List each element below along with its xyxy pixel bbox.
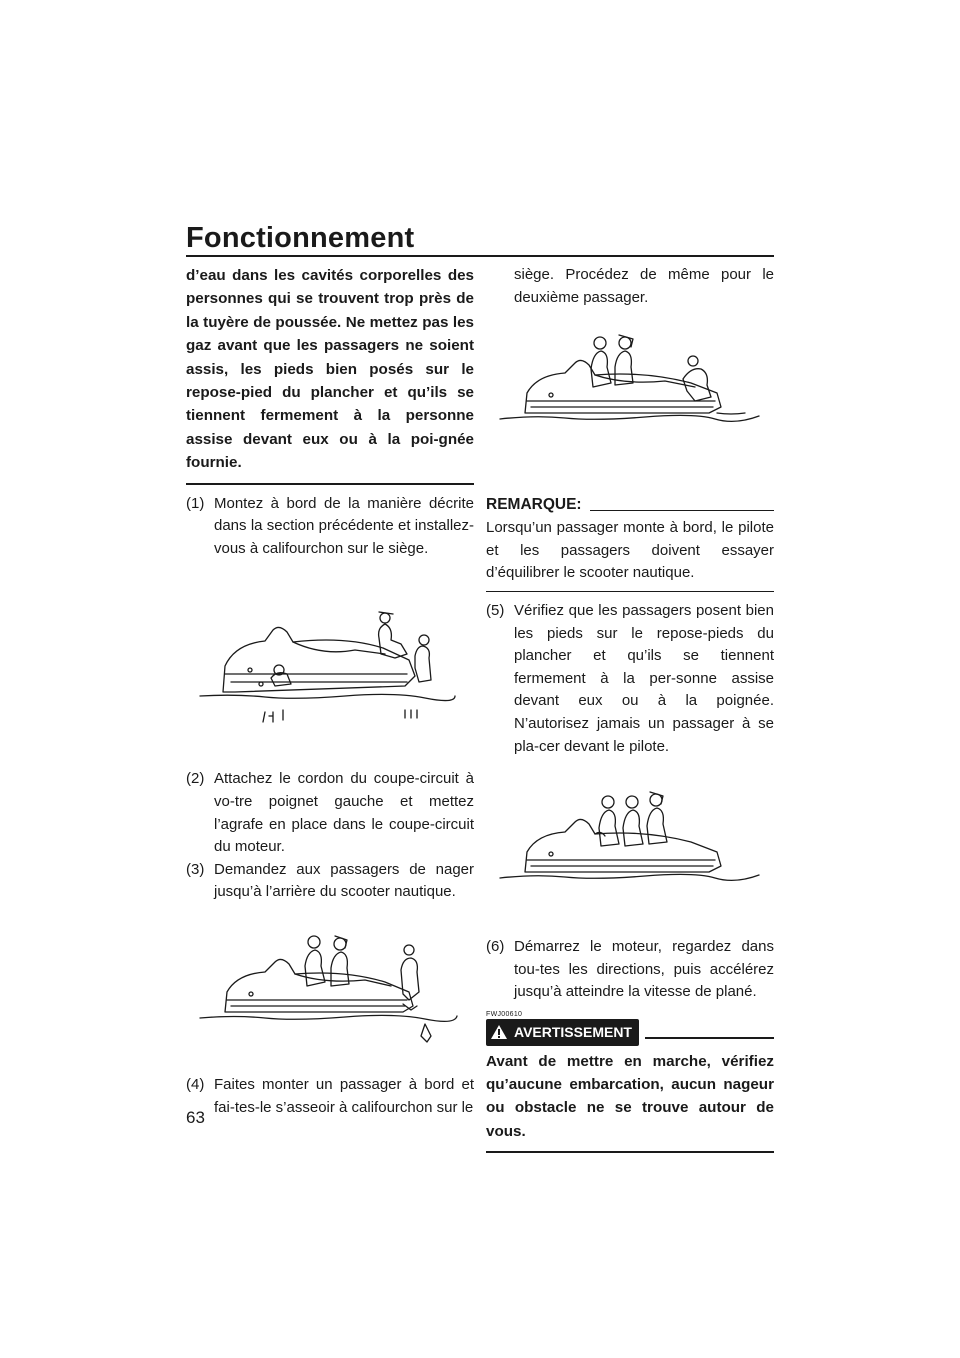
step-number: (5) (486, 601, 505, 619)
note-heading (486, 495, 774, 515)
note-text: Lorsqu’un passager monte à bord, le pilote et les passagers doivent essayer d’équilibrer le scooter nautique. (486, 519, 774, 582)
step-4 (186, 1074, 474, 1119)
page-number: 63 (186, 1108, 205, 1127)
note-end-rule (486, 591, 774, 592)
warning-label: AVERTISSEMENT (514, 1023, 632, 1040)
warning-heading-rule (645, 1037, 774, 1039)
step-5 (486, 600, 774, 758)
illustration-three-riders-seated (495, 786, 765, 916)
note-title: REMARQUE: (486, 496, 582, 514)
step-number: (1) (186, 494, 205, 512)
step-text: Démarrez le moteur, regardez dans tou-tes les directions, puis accélérez jusqu’à atteindre la vitesse de plané. (514, 938, 774, 1001)
step-text: Attachez le cordon du coupe-circuit à vo-tre poignet gauche et mettez l’agrafe en place dans le coupe-circuit du moteur. (214, 770, 474, 856)
illustration-second-passenger-boarding (495, 331, 765, 451)
step-text: Faites monter un passager à bord et fai-tes-le s’asseoir à califourchon sur le (214, 1076, 474, 1116)
warning-heading (486, 1019, 774, 1046)
step-6 (486, 936, 774, 1004)
step-number: (2) (186, 770, 205, 788)
warning-end-rule (486, 1151, 774, 1153)
step-2 (186, 768, 474, 858)
left-column (186, 264, 474, 1119)
warning-text: Avant de mettre en marche, vérifiez qu’aucune embarcation, aucun nageur ou obstacle ne se trouve autour de vous. (486, 1052, 774, 1140)
warning-badge (486, 1019, 639, 1046)
illustration-rider-boarding (195, 594, 465, 744)
warning-end-rule (186, 483, 474, 485)
warning-triangle-icon (490, 1024, 508, 1040)
step-text: Montez à bord de la manière décrite dans la section précédente et installez-vous à califourchon sur le siège. (214, 494, 474, 557)
title-rule (186, 255, 774, 257)
right-column (486, 264, 774, 1153)
warning-code: FWJ00610 (486, 1010, 523, 1018)
step-4-continued-text: siège. Procédez de même pour le deuxième passager. (514, 266, 774, 306)
step-number: (4) (186, 1076, 205, 1093)
note-heading-rule (590, 510, 774, 511)
step-1 (186, 493, 474, 561)
step-number: (3) (186, 860, 205, 878)
warning-continued-text: d’eau dans les cavités corporelles des personnes qui se trouvent trop près de la tuyère de poussée. Ne mettez pas les gaz avant que les passagers ne soient assis, les pieds bien posés sur le repose-pied du plancher et qu’ils se tiennent fermement à la personne assise devant eux ou à la poi-gnée fournie. (186, 267, 474, 472)
illustration-passengers-swim (195, 926, 465, 1056)
step-text: Demandez aux passagers de nager jusqu’à l’arrière du scooter nautique. (214, 860, 474, 901)
step-text: Vérifiez que les passagers posent bien les pieds sur le repose-pieds du plancher et qu’ils se tiennent fermement à la per-sonne assise devant eux ou à la poignée. N’autorisez jamais un passager à se pla-cer devant le pilote. (514, 601, 774, 755)
step-3 (186, 859, 474, 904)
step-number: (6) (486, 938, 505, 956)
page-title: Fonctionnement (186, 222, 415, 254)
